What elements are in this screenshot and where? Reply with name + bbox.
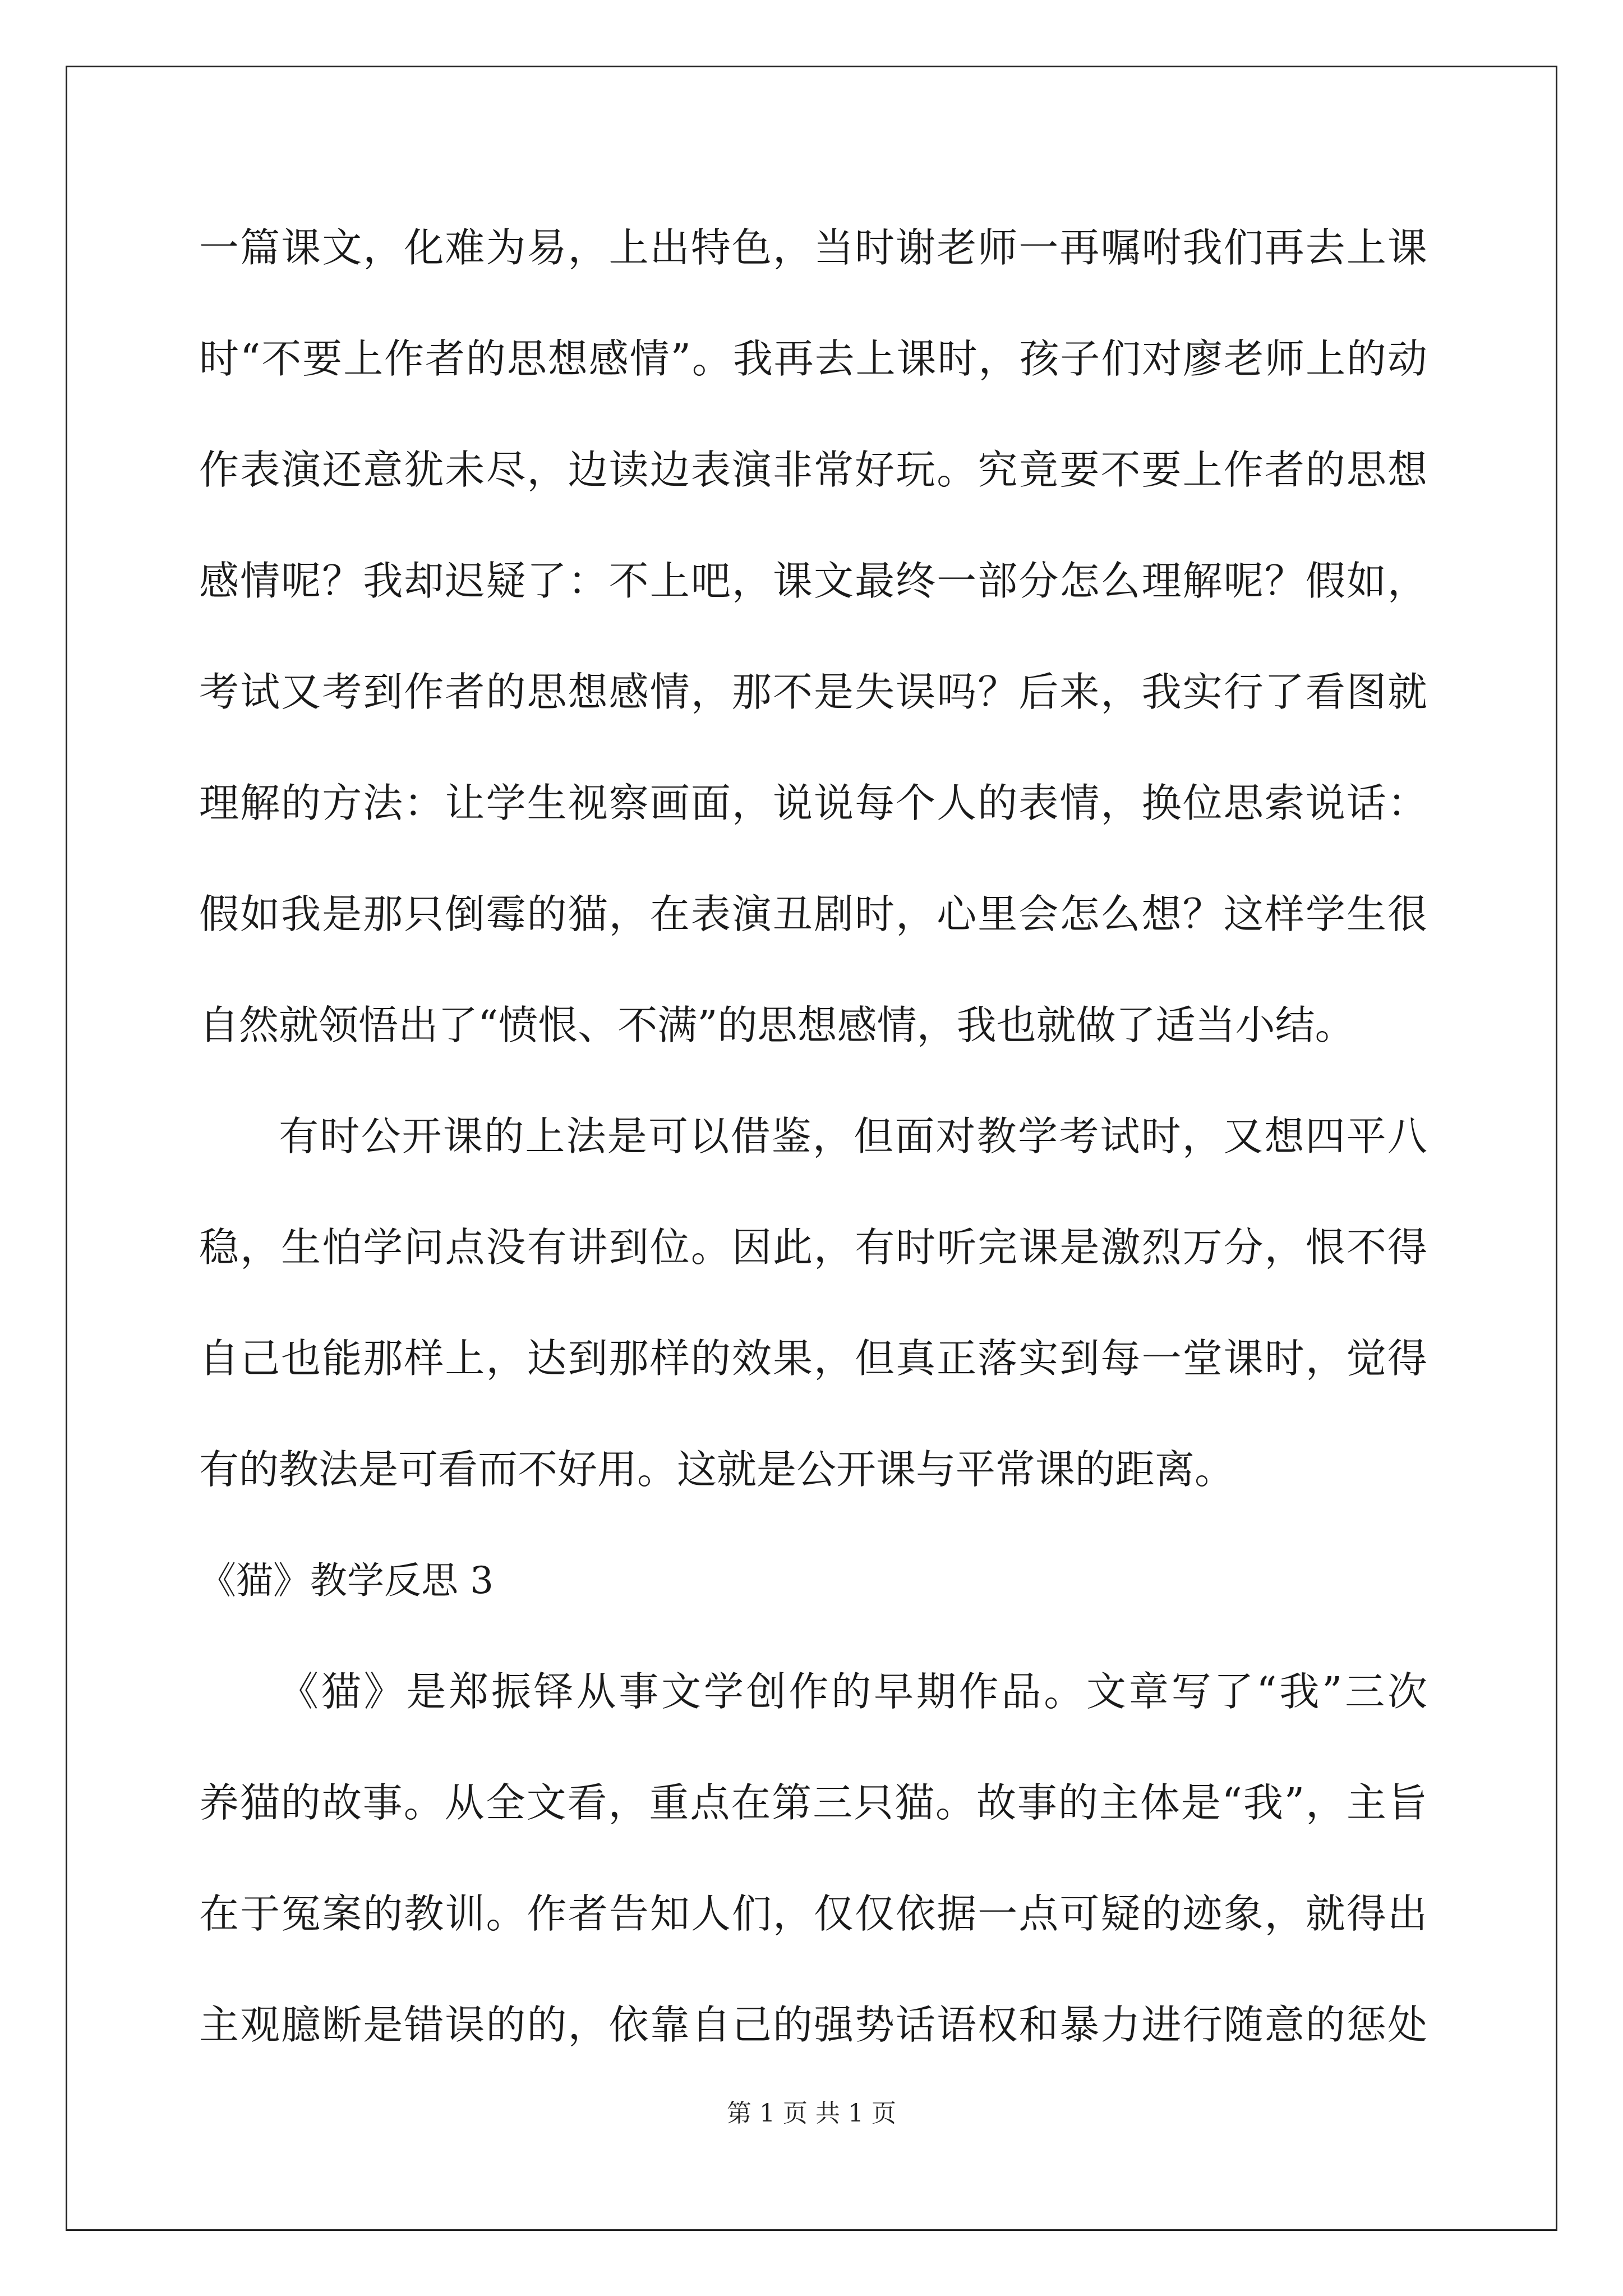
paragraph-line: 感情呢？我却迟疑了：不上吧，课文最终一部分怎么理解呢？假如， (199, 558, 1427, 604)
document-body (199, 197, 1427, 2086)
paragraph-line: 一篇课文，化难为易，上出特色，当时谢老师一再嘱咐我们再去上课 (199, 224, 1427, 271)
paragraph-line: 理解的方法：让学生视察画面，说说每个人的表情，换位思索说话： (199, 780, 1427, 826)
paragraph-line: 时“不要上作者的思想感情”。我再去上课时，孩子们对廖老师上的动 (199, 335, 1427, 382)
paragraph-line: 有时公开课的上法是可以借鉴，但面对教学考试时，又想四平八 (279, 1113, 1427, 1159)
paragraph-line: 主观臆断是错误的的，依靠自己的强势话语权和暴力进行随意的惩处 (199, 2001, 1427, 2048)
paragraph-line: 假如我是那只倒霉的猫，在表演丑剧时，心里会怎么想？这样学生很 (199, 891, 1427, 937)
page-footer: 第 1 页 共 1 页 (727, 2099, 896, 2128)
paragraph-line: 考试又考到作者的思想感情，那不是失误吗？后来，我实行了看图就 (199, 669, 1427, 715)
section-heading: 《猫》教学反思 3 (199, 1559, 494, 1602)
paragraph-line: 稳，生怕学问点没有讲到位。因此，有时听完课是激烈万分，恨不得 (199, 1224, 1427, 1271)
paragraph-line: 在于冤案的教训。作者告知人们，仅仅依据一点可疑的迹象，就得出 (199, 1890, 1427, 1937)
paragraph-line: 有的教法是可看而不好用。这就是公开课与平常课的距离。 (199, 1446, 1235, 1493)
paragraph-line: 养猫的故事。从全文看，重点在第三只猫。故事的主体是“我”，主旨 (199, 1779, 1427, 1826)
paragraph-line: 《猫》是郑振铎从事文学创作的早期作品。文章写了“我”三次 (279, 1668, 1427, 1715)
paragraph-line: 自然就领悟出了“愤恨、不满”的思想感情，我也就做了适当小结。 (199, 1002, 1355, 1048)
paragraph-line: 自己也能那样上，达到那样的效果，但真正落实到每一堂课时，觉得 (199, 1335, 1427, 1382)
paragraph-line: 作表演还意犹未尽，边读边表演非常好玩。究竟要不要上作者的思想 (199, 447, 1427, 493)
